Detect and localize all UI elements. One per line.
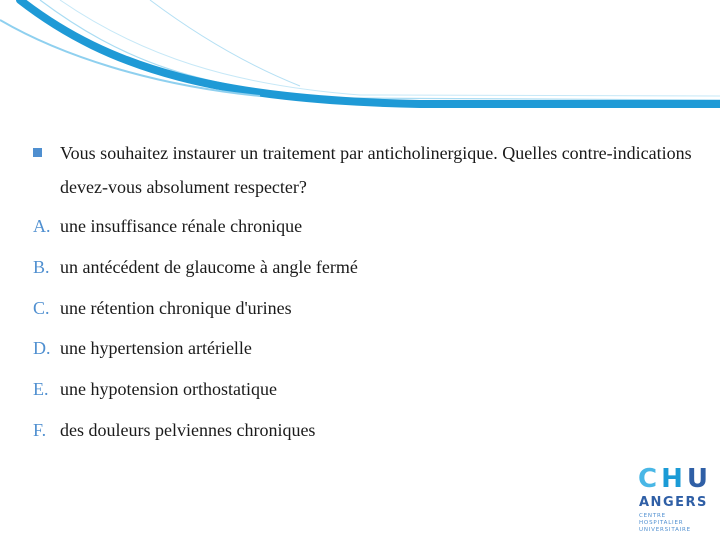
- option-text: des douleurs pelviennes chroniques: [60, 420, 316, 440]
- option-letter: D.: [33, 338, 51, 358]
- bullet-square-icon: [33, 148, 42, 157]
- logo-city: ANGERS: [639, 495, 708, 510]
- question-text: Vous souhaitez instaurer un traitement par anticholinergique. Quelles contre-indications devez-vous absolument respecter?: [60, 143, 692, 197]
- logo-subtitle: CENTRE HOSPITALIER UNIVERSITAIRE: [639, 513, 691, 533]
- option-f: [33, 419, 315, 441]
- option-letter: A.: [33, 216, 51, 236]
- logo-letter-h: H: [661, 464, 687, 494]
- option-text: une insuffisance rénale chronique: [60, 216, 303, 236]
- option-c: [33, 297, 292, 319]
- option-letter: C.: [33, 298, 50, 318]
- logo-letter-c: C: [638, 464, 662, 494]
- option-text: un antécédent de glaucome à angle fermé: [60, 257, 358, 277]
- question: [33, 136, 703, 204]
- option-text: une rétention chronique d'urines: [60, 298, 292, 318]
- option-letter: B.: [33, 257, 50, 277]
- chu-angers-logo: [636, 464, 712, 533]
- header-swoosh-decoration: [0, 0, 720, 120]
- logo-mark: [638, 466, 712, 492]
- option-d: [33, 337, 252, 359]
- option-letter: F.: [33, 420, 47, 440]
- option-e: [33, 378, 277, 400]
- option-a: [33, 215, 302, 237]
- option-text: une hypertension artérielle: [60, 338, 252, 358]
- logo-letter-u: U: [686, 464, 712, 494]
- option-letter: E.: [33, 379, 49, 399]
- option-b: [33, 256, 358, 278]
- option-text: une hypotension orthostatique: [60, 379, 277, 399]
